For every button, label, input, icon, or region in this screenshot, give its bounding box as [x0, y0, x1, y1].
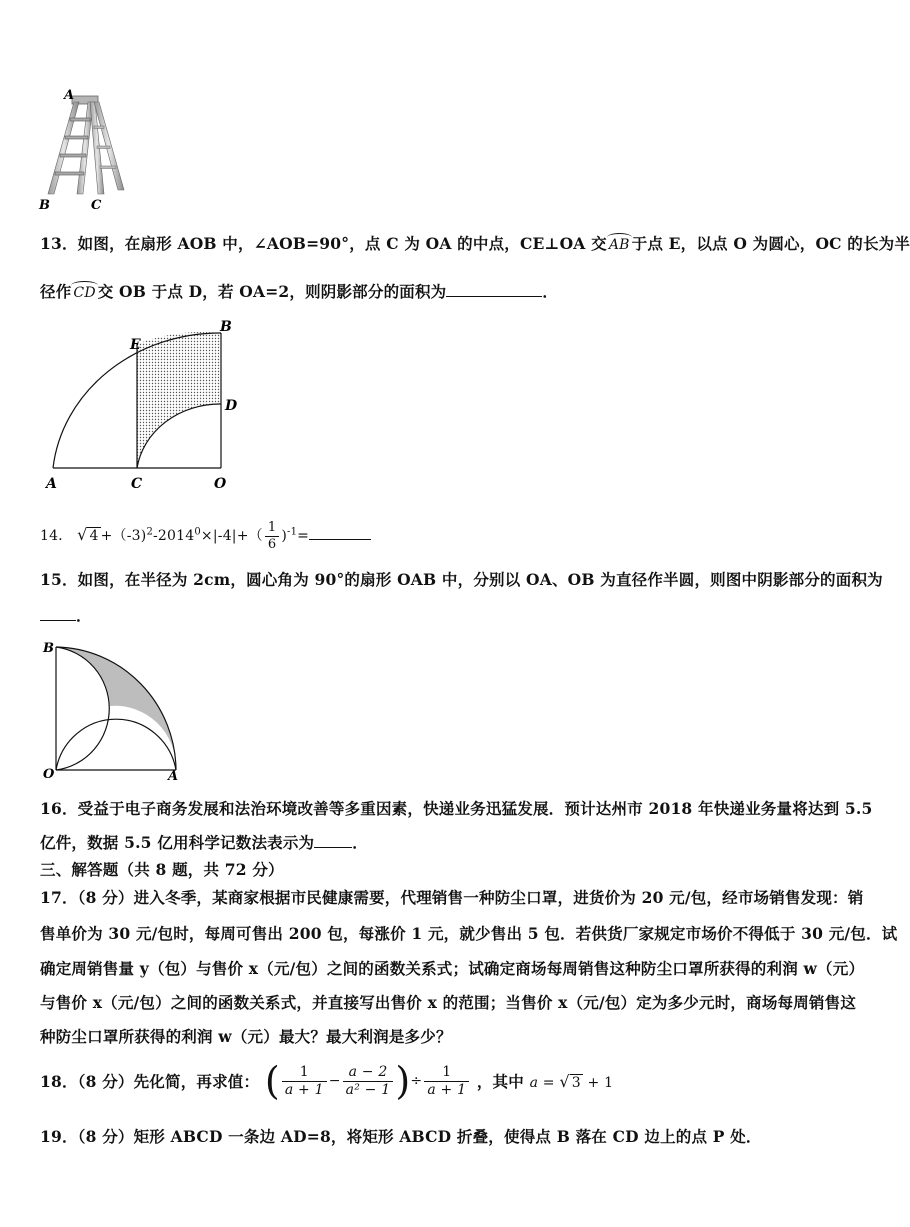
q15-answer-blank[interactable] [40, 608, 76, 621]
q13-label-a: A [46, 476, 57, 492]
sqrt-symbol: √ [77, 525, 88, 545]
q13-label-c: C [131, 476, 143, 492]
q15-label-a: A [168, 769, 179, 784]
q13-line2: 径作 CD 交 OB 于点 D，若 OA=2，则阴影部分的面积为 ． [40, 282, 559, 301]
q14-line: 14． √ $4 +(-3)^2-2014^0\times|-4|+$（ $\frac{1}{6}$ )$^{-1}$= [40, 520, 371, 552]
ladder-label-b: B [39, 198, 50, 213]
q13-line1: 13．如图，在扇形 AOB 中，∠AOB=90°，点 C 为 OA 的中点，CE⊥OA 交 AB 于点 E，以点 O 为圆心，OC 的长为半 [40, 234, 910, 253]
q17-line-4: 与售价 x（元/包）之间的函数关系式，并直接写出售价 x 的范围；当售价 x（元/包）定为多少元时，商场每周销售这 [40, 993, 857, 1012]
q17-line-2: 售单价为 30 元/包时，每周可售出 200 包，每涨价 1 元，就少售出 5 包．若供货厂家规定市场价不得低于 30 元/包．试 [40, 924, 898, 943]
section-3-heading: 三、解答题（共 8 题，共 72 分） [40, 860, 284, 879]
q13-label-b: B [220, 319, 232, 335]
q16-line1: 16．受益于电子商务发展和法治环境改善等多重因素，快递业务迅猛发展．预计达州市 2018 年快递业务量将达到 5.5 [40, 799, 873, 818]
q15-label-b: B [43, 641, 54, 656]
q13-figure [40, 316, 260, 494]
q15-line1: 15．如图，在半径为 2cm，圆心角为 90°的扇形 OAB 中，分别以 OA、OB 为直径作半圆，则图中阴影部分的面积为 [40, 570, 883, 589]
q18-fraction-2: $\frac{a - 2}{\text{a² − 1}}$ [343, 1064, 394, 1099]
ladder-label-c: C [91, 198, 102, 213]
sqrt-symbol: √ [559, 1071, 570, 1091]
ladder-figure [34, 86, 134, 214]
q13-shaded-region [137, 332, 221, 468]
q18-a-value: a = √ 3 + 1 [529, 1071, 614, 1091]
q18-fraction-3: $\frac{1}{a + 1}$ [424, 1064, 469, 1099]
q18-fraction-1: $\frac{1}{a + 1}$ [282, 1064, 327, 1099]
q13-label-d: D [225, 398, 238, 414]
q18-line: 18．（8 分）先化简，再求值： ( $\frac{1}{a + 1}$ − $\frac{a - 2}{\text{a² − 1}}$ )÷ $\frac{1}{a + 1}$ ，其中 a = √ 3 + 1 [40, 1059, 614, 1103]
q15-label-o: O [43, 767, 55, 782]
q17-line-5: 种防尘口罩所获得的利润 w（元）最大？最大利润是多少？ [40, 1027, 452, 1046]
q14-fraction: $\frac{1}{6}$ [265, 520, 279, 552]
q19-line: 19．（8 分）矩形 ABCD 一条边 AD=8，将矩形 ABCD 折叠，使得点 B 落在 CD 边上的点 P 处． [40, 1127, 762, 1146]
q13-answer-blank[interactable] [446, 282, 542, 297]
q14-answer-blank[interactable] [309, 527, 371, 540]
arc-ab-label: AB [608, 237, 630, 253]
ladder-label-a: A [64, 88, 75, 103]
q17-line-3: 确定周销售量 y（包）与售价 x（元/包）之间的函数关系式；试确定商场每周销售这种防尘口罩所获得的利润 w（元） [40, 959, 865, 978]
q15-shaded-region [56, 647, 176, 770]
q13-label-o: O [214, 476, 227, 492]
q13-label-e: E [130, 337, 141, 353]
q16-line2: 亿件，数据 5.5 亿用科学记数法表示为 ． [40, 833, 368, 852]
right-paren: ) [395, 1059, 411, 1103]
q15-line2: ． [40, 604, 92, 626]
q15-figure [40, 638, 190, 782]
q16-answer-blank[interactable] [314, 835, 352, 848]
left-paren: ( [264, 1059, 280, 1103]
arc-cd-label: CD [73, 285, 96, 301]
q18-expression: ( $\frac{1}{a + 1}$ − $\frac{a - 2}{\text{a² − 1}}$ )÷ $\frac{1}{a + 1}$ [265, 1062, 471, 1100]
q15-semicircle-oa [56, 719, 176, 770]
q17-line-1: 17．（8 分）进入冬季，某商家根据市民健康需要，代理销售一种防尘口罩，进货价为 20 元/包，经市场销售发现：销 [40, 888, 864, 907]
